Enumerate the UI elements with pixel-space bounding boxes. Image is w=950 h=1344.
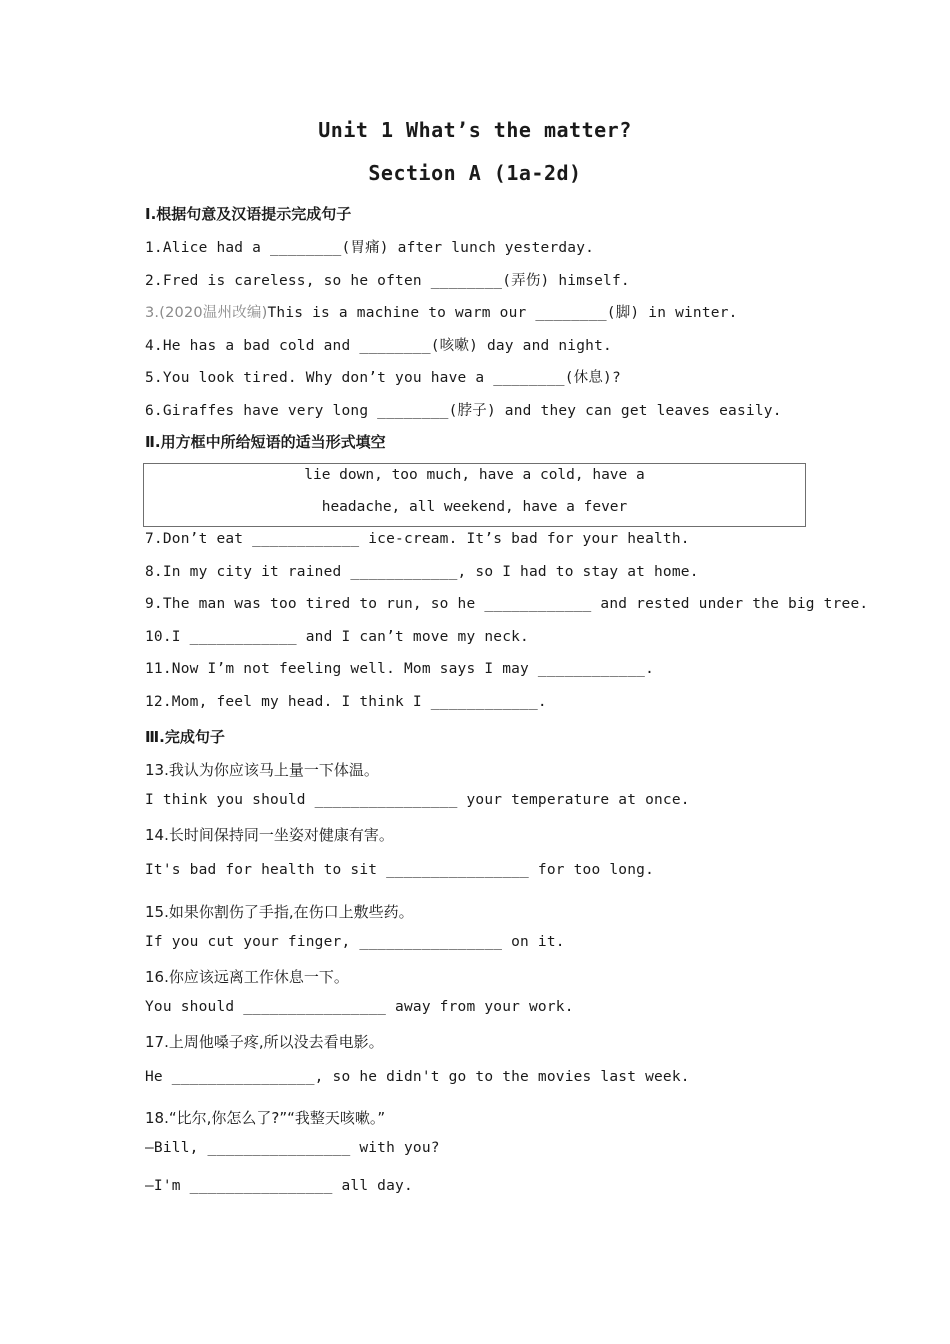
question-16-english: You should ________________ away from your work. <box>145 999 574 1015</box>
part1-heading: Ⅰ.根据句意及汉语提示完成句子 <box>145 205 352 223</box>
question-8: 8.In my city it rained ____________, so I had to stay at home. <box>145 564 699 580</box>
question-6: 6.Giraffes have very long ________(脖子) and they can get leaves easily. <box>145 403 782 419</box>
question-17-chinese: 17.上周他嗓子疼,所以没去看电影。 <box>145 1033 384 1051</box>
question-2: 2.Fred is careless, so he often ________(弄伤) himself. <box>145 273 630 289</box>
question-7: 7.Don’t eat ____________ ice-cream. It’s bad for your health. <box>145 531 690 547</box>
section-subtitle: Section A (1a-2d) <box>368 161 582 185</box>
question-10: 10.I ____________ and I can’t move my neck. <box>145 629 529 645</box>
question-15-chinese: 15.如果你割伤了手指,在伤口上敷些药。 <box>145 903 414 921</box>
question-14-chinese: 14.长时间保持同一坐姿对健康有害。 <box>145 826 394 844</box>
question-15-english: If you cut your finger, ________________ on it. <box>145 934 565 950</box>
page-title: Unit 1 What’s the matter? <box>318 118 632 142</box>
question-18-english-2: —I'm ________________ all day. <box>145 1178 413 1194</box>
question-3-source: (2020温州改编) <box>159 305 268 321</box>
phrase-box-line-2: headache, all weekend, have a fever <box>321 499 628 515</box>
question-3-number: 3. <box>145 305 160 321</box>
question-11: 11.Now I’m not feeling well. Mom says I may ____________. <box>145 661 654 677</box>
question-3-text: This is a machine to warm our ________(脚) in winter. <box>267 305 738 321</box>
question-9: 9.The man was too tired to run, so he ____________ and rested under the big tree. <box>145 596 869 612</box>
part3-heading: Ⅲ.完成句子 <box>145 728 225 746</box>
phrase-box-line-1: lie down, too much, have a cold, have a <box>304 467 645 483</box>
question-18-chinese: 18.“比尔,你怎么了?”“我整天咳嗽。” <box>145 1109 386 1127</box>
question-13-english: I think you should ________________ your temperature at once. <box>145 792 690 808</box>
part2-heading: Ⅱ.用方框中所给短语的适当形式填空 <box>145 433 386 451</box>
phrase-box <box>143 463 806 527</box>
question-13-chinese: 13.我认为你应该马上量一下体温。 <box>145 761 379 779</box>
question-3 <box>145 301 738 322</box>
question-1: 1.Alice had a ________(胃痛) after lunch yesterday. <box>145 240 595 256</box>
question-17-english: He ________________, so he didn't go to the movies last week. <box>145 1069 690 1085</box>
question-12: 12.Mom, feel my head. I think I ____________. <box>145 694 547 710</box>
question-18-english-1: —Bill, ________________ with you? <box>145 1140 440 1156</box>
question-16-chinese: 16.你应该远离工作休息一下。 <box>145 968 349 986</box>
question-4: 4.He has a bad cold and ________(咳嗽) day and night. <box>145 338 612 354</box>
question-14-english: It's bad for health to sit ________________ for too long. <box>145 862 654 878</box>
question-5: 5.You look tired. Why don’t you have a ________(休息)? <box>145 370 621 386</box>
